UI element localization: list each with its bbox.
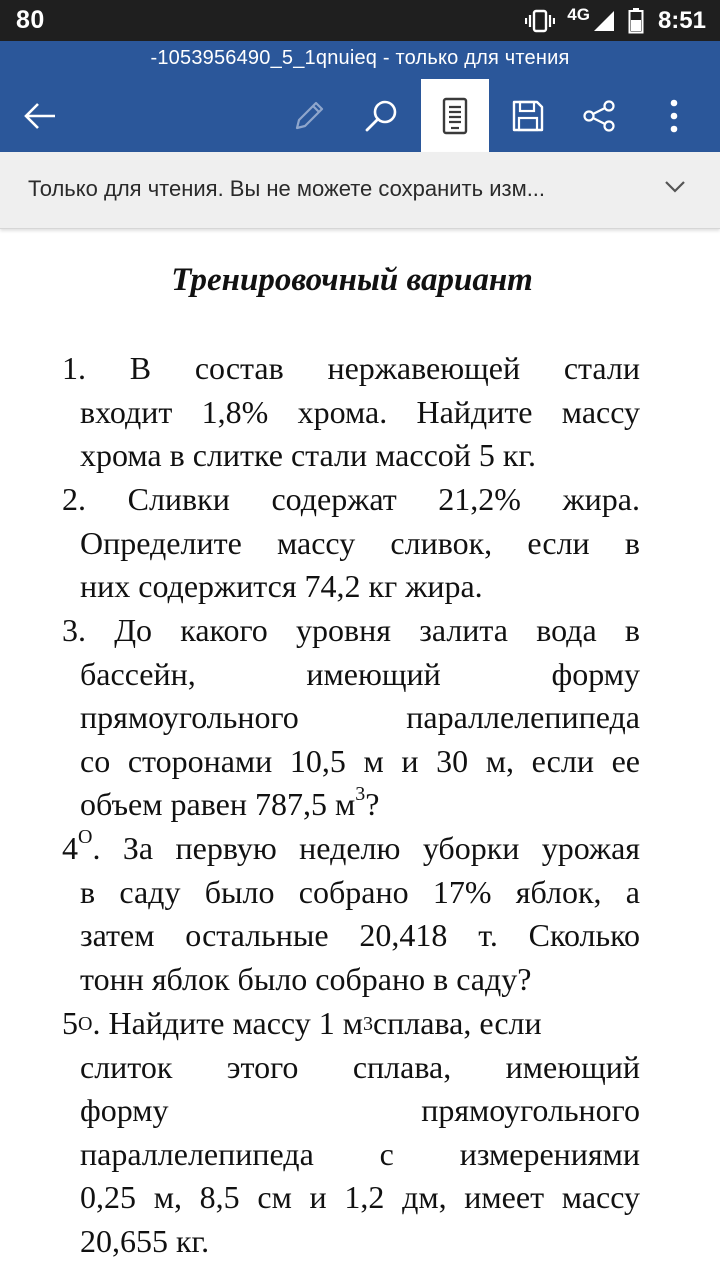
task-line: затем остальные 20,418 т. Сколько: [80, 917, 640, 954]
task-line: 3. До какого уровня залита вода в: [62, 612, 640, 648]
task-line: параллелепипеда с измерениями: [80, 1135, 640, 1172]
share-button[interactable]: [565, 79, 633, 152]
task-line: со сторонами 10,5 м и 30 м, если ее: [80, 742, 640, 779]
status-icons: [525, 0, 706, 41]
task-line: форму прямоугольного: [80, 1092, 640, 1129]
save-icon: [511, 99, 545, 133]
document-title: -1053956490_5_1qnuieq - только для чтения: [150, 47, 570, 69]
task-text: . За первую неделю уборки урожая: [92, 830, 640, 866]
back-button[interactable]: [6, 79, 74, 152]
status-bar: [0, 0, 720, 41]
task-line: в саду было собрано 17% яблок, а: [80, 873, 640, 910]
task-line: [62, 827, 640, 871]
task-line: 1. В состав нержавеющей стали: [62, 350, 640, 386]
document-heading: Тренировочный вариант: [171, 262, 533, 298]
superscript: О: [78, 826, 93, 849]
superscript: 3: [355, 782, 366, 805]
task-5: [62, 1002, 640, 1264]
task-number: 5: [62, 1005, 78, 1041]
read-only-banner-text: Только для чтения. Вы не можете сохранить изм...: [28, 176, 546, 201]
task-3: [62, 609, 640, 827]
more-options-button[interactable]: [640, 79, 708, 152]
share-icon: [582, 99, 616, 133]
back-arrow-icon: [23, 101, 57, 131]
task-line: хрома в слитке стали массой 5 кг.: [80, 437, 536, 474]
app-header: [0, 41, 720, 152]
task-line: прямоугольного параллелепипеда: [80, 699, 640, 736]
task-text: . Найдите массу 1 м: [92, 1005, 363, 1041]
edit-button[interactable]: [275, 79, 343, 152]
task-line: слиток этого сплава, имеющий: [80, 1048, 640, 1085]
task-2: [62, 478, 640, 609]
vibrate-icon: [525, 9, 555, 33]
task-text: объем равен 787,5 м: [80, 786, 356, 823]
document-page: [0, 230, 720, 1280]
task-4: [62, 827, 640, 1001]
battery-icon: [628, 8, 644, 34]
more-vert-icon: [668, 99, 680, 133]
notification-count: 80: [16, 6, 45, 34]
task-line: бассейн, имеющий форму: [80, 655, 640, 692]
chevron-down-icon[interactable]: [664, 179, 686, 195]
task-line: них содержится 74,2 кг жира.: [80, 568, 483, 605]
read-only-banner[interactable]: [0, 152, 720, 229]
task-line: входит 1,8% хрома. Найдите массу: [80, 393, 640, 430]
task-line: тонн яблок было собрано в саду?: [80, 960, 532, 997]
task-1: [62, 347, 640, 478]
reading-view-icon: [441, 97, 469, 135]
task-line: 0,25 м, 8,5 см и 1,2 дм, имеет массу: [80, 1179, 640, 1216]
task-number: 4: [62, 830, 78, 866]
task-line: [62, 783, 640, 827]
task-line: 5 $^О$ . Найдите массу 1 м $^3$ сплава, если: [62, 1002, 640, 1046]
network-type: 4G: [567, 4, 590, 24]
task-text: сплава, если: [372, 1005, 542, 1041]
reading-view-button[interactable]: [421, 79, 489, 152]
search-button[interactable]: [347, 79, 417, 152]
task-line: 2. Сливки содержат 21,2% жира.: [62, 481, 640, 517]
task-text: ?: [365, 786, 380, 823]
task-line: 20,655 кг.: [80, 1222, 210, 1259]
task-line: Определите массу сливок, если в: [80, 524, 640, 561]
save-button[interactable]: [494, 79, 562, 152]
search-icon: [364, 98, 400, 134]
signal-icon: [592, 9, 616, 33]
pencil-icon: [291, 98, 327, 134]
clock: 8:51: [657, 6, 706, 34]
toolbar: [0, 79, 720, 152]
